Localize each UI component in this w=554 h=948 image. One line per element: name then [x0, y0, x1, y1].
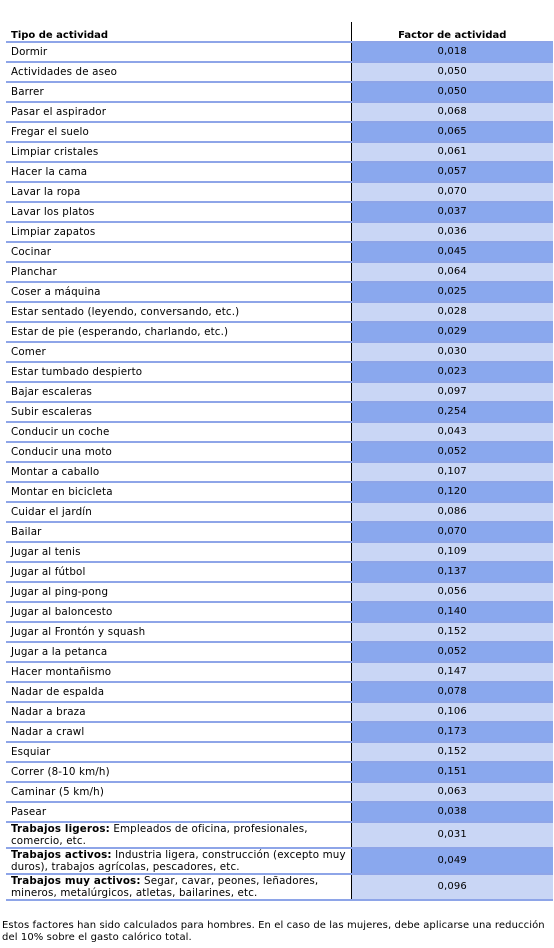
factor-cell: 0,070 — [351, 182, 553, 202]
activity-cell — [6, 802, 351, 822]
table-row — [6, 242, 553, 262]
table-row — [6, 602, 553, 622]
factor-cell: 0,061 — [351, 142, 553, 162]
activity-cell — [6, 122, 351, 142]
activity-label: Nadar a crawl — [11, 726, 85, 738]
factor-cell: 0,152 — [351, 742, 553, 762]
factor-cell: 0,029 — [351, 322, 553, 342]
activity-label: Jugar al ping-pong — [11, 586, 109, 598]
activity-label: Pasear — [11, 806, 47, 818]
activity-label: Planchar — [11, 266, 57, 278]
activity-label: Subir escaleras — [11, 406, 92, 418]
factor-cell: 0,052 — [351, 442, 553, 462]
activity-cell — [6, 202, 351, 222]
activity-label: Empleados de oficina, profesionales, comercio, etc. — [11, 823, 308, 847]
activity-column-header: Tipo de actividad — [6, 22, 351, 42]
activity-cell — [6, 642, 351, 662]
activity-cell — [6, 142, 351, 162]
factor-cell: 0,050 — [351, 62, 553, 82]
factor-cell: 0,147 — [351, 662, 553, 682]
activity-label: Segar, cavar, peones, leñadores, mineros, metalúrgicos, atletas, bailarines, etc. — [11, 875, 319, 899]
activity-label: Limpiar zapatos — [11, 226, 96, 238]
table-row — [6, 642, 553, 662]
table-row — [6, 562, 553, 582]
activity-cell — [6, 602, 351, 622]
activity-label: Montar en bicicleta — [11, 486, 113, 498]
activity-cell — [6, 222, 351, 242]
factor-cell: 0,120 — [351, 482, 553, 502]
factor-column-header: Factor de actividad — [351, 22, 553, 42]
factor-cell: 0,028 — [351, 302, 553, 322]
activity-label: Actividades de aseo — [11, 66, 118, 78]
activity-category-label: Trabajos ligeros: — [11, 823, 110, 835]
factor-cell: 0,036 — [351, 222, 553, 242]
factor-cell: 0,152 — [351, 622, 553, 642]
activity-label: Dormir — [11, 46, 48, 58]
table-row — [6, 542, 553, 562]
factor-cell: 0,097 — [351, 382, 553, 402]
activity-cell — [6, 262, 351, 282]
factor-cell: 0,056 — [351, 582, 553, 602]
factor-cell: 0,057 — [351, 162, 553, 182]
table-row — [6, 382, 553, 402]
table-row — [6, 342, 553, 362]
table-row — [6, 142, 553, 162]
footnote: Estos factores han sido calculados para hombres. En el caso de las mujeres, debe aplicarse una reducción del 10% sobre el gasto calórico total. — [2, 920, 545, 943]
factor-cell: 0,096 — [351, 874, 553, 900]
activity-label: Caminar (5 km/h) — [11, 786, 104, 798]
factor-cell: 0,031 — [351, 822, 553, 848]
activity-cell — [6, 662, 351, 682]
factor-cell: 0,106 — [351, 702, 553, 722]
activity-cell — [6, 782, 351, 802]
table-row — [6, 582, 553, 602]
factor-cell: 0,137 — [351, 562, 553, 582]
activity-cell — [6, 82, 351, 102]
factor-cell: 0,086 — [351, 502, 553, 522]
table-row — [6, 182, 553, 202]
activity-cell — [6, 522, 351, 542]
activity-label: Fregar el suelo — [11, 126, 89, 138]
factor-cell: 0,045 — [351, 242, 553, 262]
factor-cell: 0,030 — [351, 342, 553, 362]
factor-cell: 0,068 — [351, 102, 553, 122]
activity-cell — [6, 822, 351, 848]
activity-label: Estar tumbado despierto — [11, 366, 143, 378]
activity-cell — [6, 382, 351, 402]
factor-cell: 0,107 — [351, 462, 553, 482]
activity-category-label: Trabajos muy activos: — [11, 875, 141, 887]
activity-label: Hacer la cama — [11, 166, 88, 178]
activity-cell — [6, 442, 351, 462]
table-header-row — [6, 22, 553, 42]
table-row — [6, 848, 553, 874]
activity-label: Lavar la ropa — [11, 186, 81, 198]
activity-label: Coser a máquina — [11, 286, 101, 298]
factor-cell: 0,140 — [351, 602, 553, 622]
activity-label: Conducir una moto — [11, 446, 112, 458]
activity-factor-table — [6, 22, 553, 901]
factor-cell: 0,043 — [351, 422, 553, 442]
activity-label: Jugar al baloncesto — [11, 606, 113, 618]
activity-cell — [6, 342, 351, 362]
table-row — [6, 662, 553, 682]
activity-cell — [6, 422, 351, 442]
activity-cell — [6, 302, 351, 322]
activity-label: Jugar a la petanca — [11, 646, 108, 658]
table-row — [6, 782, 553, 802]
table-row — [6, 502, 553, 522]
activity-cell — [6, 582, 351, 602]
activity-cell — [6, 742, 351, 762]
activity-cell — [6, 762, 351, 782]
activity-label: Conducir un coche — [11, 426, 110, 438]
table-row — [6, 822, 553, 848]
table-row — [6, 262, 553, 282]
activity-label: Jugar al Frontón y squash — [11, 626, 146, 638]
activity-cell — [6, 702, 351, 722]
table-row — [6, 102, 553, 122]
factor-cell: 0,070 — [351, 522, 553, 542]
activity-label: Jugar al fútbol — [11, 566, 86, 578]
table-row — [6, 874, 553, 900]
factor-cell: 0,038 — [351, 802, 553, 822]
activity-label: Nadar a braza — [11, 706, 86, 718]
table-row — [6, 42, 553, 62]
activity-cell — [6, 402, 351, 422]
activity-label: Hacer montañismo — [11, 666, 112, 678]
activity-label: Barrer — [11, 86, 44, 98]
activity-label: Limpiar cristales — [11, 146, 99, 158]
activity-label: Cuidar el jardín — [11, 506, 92, 518]
table-row — [6, 82, 553, 102]
activity-cell — [6, 42, 351, 62]
table-row — [6, 402, 553, 422]
activity-cell — [6, 282, 351, 302]
table-row — [6, 322, 553, 342]
table-row — [6, 522, 553, 542]
activity-cell — [6, 722, 351, 742]
table-row — [6, 122, 553, 142]
activity-label: Estar de pie (esperando, charlando, etc.) — [11, 326, 229, 338]
factor-cell: 0,037 — [351, 202, 553, 222]
table-row — [6, 462, 553, 482]
activity-label: Correr (8-10 km/h) — [11, 766, 110, 778]
table-row — [6, 162, 553, 182]
activity-label: Industria ligera, construcción (excepto muy duros), trabajos agrícolas, pescadores, etc. — [11, 849, 346, 873]
factor-cell: 0,254 — [351, 402, 553, 422]
table-row — [6, 282, 553, 302]
activity-cell — [6, 242, 351, 262]
factor-cell: 0,052 — [351, 642, 553, 662]
factor-cell: 0,078 — [351, 682, 553, 702]
table-row — [6, 482, 553, 502]
table-row — [6, 422, 553, 442]
activity-category-label: Trabajos activos: — [11, 849, 112, 861]
activity-cell — [6, 622, 351, 642]
activity-label: Estar sentado (leyendo, conversando, etc.) — [11, 306, 240, 318]
table-row — [6, 222, 553, 242]
table-row — [6, 702, 553, 722]
factor-cell: 0,173 — [351, 722, 553, 742]
activity-cell — [6, 848, 351, 874]
activity-cell — [6, 362, 351, 382]
table-row — [6, 362, 553, 382]
activity-label: Montar a caballo — [11, 466, 100, 478]
factor-cell: 0,063 — [351, 782, 553, 802]
table-row — [6, 442, 553, 462]
activity-label: Bailar — [11, 526, 42, 538]
table-row — [6, 202, 553, 222]
activity-cell — [6, 462, 351, 482]
activity-label: Nadar de espalda — [11, 686, 105, 698]
activity-cell — [6, 162, 351, 182]
factor-cell: 0,050 — [351, 82, 553, 102]
activity-cell — [6, 182, 351, 202]
activity-label: Cocinar — [11, 246, 52, 258]
table-body — [6, 42, 553, 900]
activity-label: Jugar al tenis — [11, 546, 81, 558]
activity-cell — [6, 482, 351, 502]
activity-label: Comer — [11, 346, 46, 358]
factor-cell: 0,023 — [351, 362, 553, 382]
table-row — [6, 742, 553, 762]
factor-cell: 0,018 — [351, 42, 553, 62]
table-row — [6, 802, 553, 822]
table-row — [6, 622, 553, 642]
activity-label: Lavar los platos — [11, 206, 95, 218]
activity-cell — [6, 562, 351, 582]
activity-cell — [6, 62, 351, 82]
activity-cell — [6, 102, 351, 122]
activity-label: Esquiar — [11, 746, 51, 758]
table-row — [6, 302, 553, 322]
activity-label: Bajar escaleras — [11, 386, 93, 398]
factor-cell: 0,064 — [351, 262, 553, 282]
factor-cell: 0,049 — [351, 848, 553, 874]
table-row — [6, 62, 553, 82]
table-row — [6, 682, 553, 702]
activity-cell — [6, 542, 351, 562]
activity-cell — [6, 502, 351, 522]
factor-cell: 0,065 — [351, 122, 553, 142]
activity-cell — [6, 874, 351, 900]
factor-cell: 0,025 — [351, 282, 553, 302]
activity-cell — [6, 322, 351, 342]
activity-label: Pasar el aspirador — [11, 106, 107, 118]
table-row — [6, 762, 553, 782]
table-row — [6, 722, 553, 742]
factor-cell: 0,109 — [351, 542, 553, 562]
activity-cell — [6, 682, 351, 702]
factor-cell: 0,151 — [351, 762, 553, 782]
